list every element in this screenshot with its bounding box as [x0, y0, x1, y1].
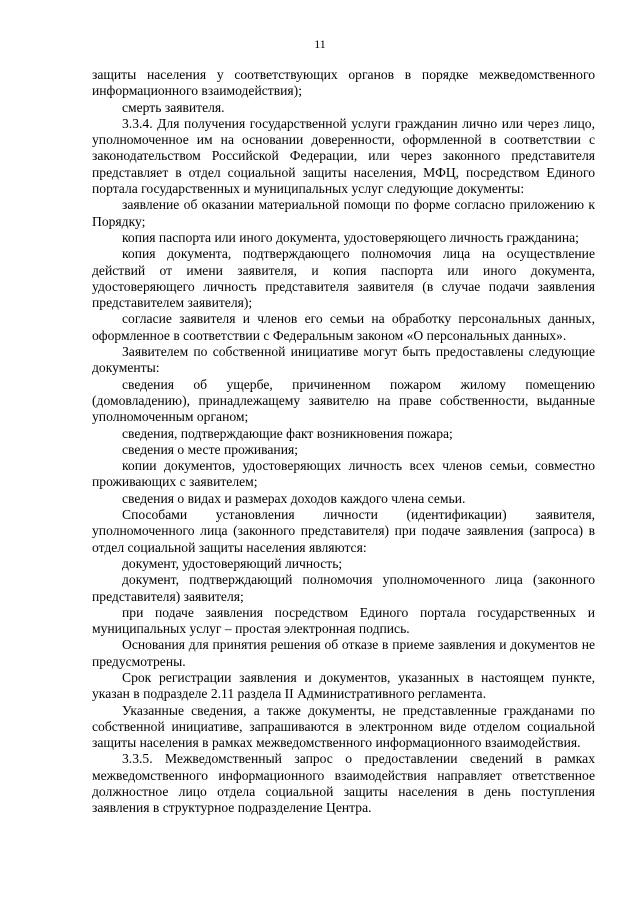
paragraph: сведения об ущербе, причиненном пожаром жилому помещению (домовладению), принадлежащему заявителю на праве собственности, выданные уполномоченным органом; — [92, 376, 595, 425]
paragraph: при подаче заявления посредством Единого портала государственных и муниципальных услуг – простая электронная подпись. — [92, 604, 595, 637]
paragraph: 3.3.5. Межведомственный запрос о предоставлении сведений в рамках межведомственного информационного взаимодействия направляет ответственное должностное лицо отдела социальной защиты населения в день поступления заявления в структурное подразделение Центра. — [92, 751, 595, 816]
paragraph: Указанные сведения, а также документы, не представленные гражданами по собственной инициативе, запрашиваются в электронном виде отделом социальной защиты населения в рамках межведомственного информационного взаимодействия. — [92, 702, 595, 751]
paragraph: заявление об оказании материальной помощи по форме согласно приложению к Порядку; — [92, 197, 595, 229]
document-body — [92, 67, 595, 817]
paragraph: Основания для принятия решения об отказе в приеме заявления и документов не предусмотрены. — [92, 637, 595, 669]
paragraph: документ, удостоверяющий личность; — [122, 555, 343, 571]
paragraph: сведения о видах и размерах доходов каждого члена семьи. — [122, 490, 466, 506]
paragraph: сведения, подтверждающие факт возникновения пожара; — [122, 425, 453, 441]
paragraph: защиты населения у соответствующих органов в порядке межведомственного информационного взаимодействия); — [92, 67, 595, 99]
paragraph: копия паспорта или иного документа, удостоверяющего личность гражданина; — [122, 229, 579, 245]
paragraph: Срок регистрации заявления и документов, указанных в настоящем пункте, указан в подразделе 2.11 раздела II Административного регламента. — [92, 669, 595, 702]
page-number: 11 — [314, 37, 326, 51]
paragraph: согласие заявителя и членов его семьи на обработку персональных данных, оформленное в соответствии с Федеральным законом «О персональных данных». — [92, 311, 595, 343]
paragraph: Способами установления личности (идентификации) заявителя, уполномоченного лица (законного представителя) при подаче заявления (запроса) в отдел социальной защиты населения являются: — [92, 507, 595, 555]
paragraph: копия документа, подтверждающего полномочия лица на осуществление действий от имени заявителя, и копия паспорта или иного документа, удостоверяющего личность представителя заявителя (в случае подачи заявления представителем заявителя); — [92, 246, 595, 311]
paragraph: документ, подтверждающий полномочия уполномоченного лица (законного представителя) заявителя; — [92, 572, 595, 604]
paragraph: сведения о месте проживания; — [122, 441, 299, 457]
paragraph: 3.3.4. Для получения государственной услуги гражданин лично или через лицо, уполномоченное им на основании доверенности, оформленной в соответствии с законодательством Российской Федерации, или через законного представителя представляет в отдел социальной защиты населения, МФЦ, посредством Единого портала государственных и муниципальных услуг следующие документы: — [92, 115, 595, 197]
paragraph: копии документов, удостоверяющих личность всех членов семьи, совместно проживающих с заявителем; — [92, 458, 595, 490]
paragraph: смерть заявителя. — [122, 99, 225, 115]
paragraph: Заявителем по собственной инициативе могут быть предоставлены следующие документы: — [92, 344, 595, 376]
